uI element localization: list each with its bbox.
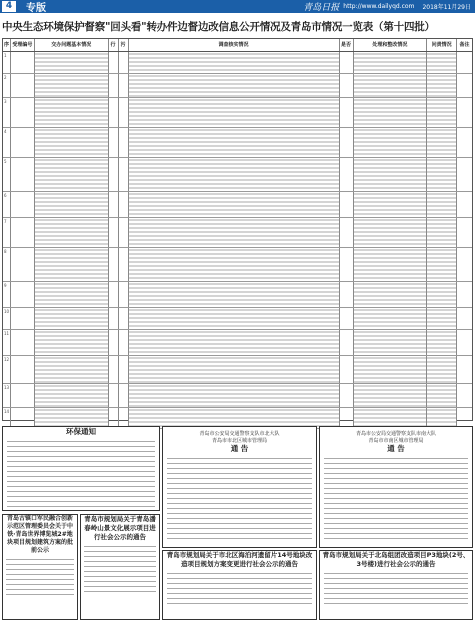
table-cell: [109, 308, 119, 329]
column-header: 序: [3, 39, 11, 51]
table-cell: [354, 282, 428, 307]
table-cell: [340, 98, 354, 127]
newspaper-logo: 青岛日报: [303, 3, 340, 13]
table-cell: [35, 98, 109, 127]
table-cell: [354, 98, 428, 127]
table-cell: [11, 98, 35, 127]
table-row: [3, 218, 472, 248]
column-header: 受理编号: [11, 39, 35, 51]
table-cell: [457, 248, 472, 281]
table-cell: [109, 384, 119, 407]
table-cell: [109, 282, 119, 307]
column-header: 污: [119, 39, 129, 51]
table-cell: [340, 52, 354, 73]
table-cell: [340, 192, 354, 217]
table-cell: [427, 308, 457, 329]
table-cell: [109, 330, 119, 355]
notice-heading: 青岛古镇口军民融合创新示范区管理委员会关于中铁·青岛世界博览城2#地块项目规划建筑方案的批前公示: [6, 515, 73, 554]
table-cell: [11, 282, 35, 307]
table-cell: [11, 128, 35, 157]
column-header: 问责情况: [427, 39, 457, 51]
site-url[interactable]: http://www.dailyqd.com: [343, 3, 415, 10]
table-cell: 6: [3, 192, 11, 217]
table-cell: [35, 408, 109, 428]
table-cell: [354, 74, 428, 97]
table-cell: [427, 356, 457, 383]
table-cell: [35, 128, 109, 157]
top-banner: [0, 0, 475, 13]
table-cell: [129, 282, 340, 307]
notice-heading: 青岛市规划局关于北岛组团改造项目P3地块(2号、3号楼)进行社会公示的通告: [322, 551, 470, 568]
notice-traffic-south: [319, 426, 473, 548]
table-cell: [427, 248, 457, 281]
table-row: [3, 74, 472, 98]
table-cell: [354, 308, 428, 329]
table-cell: [35, 356, 109, 383]
table-cell: [35, 282, 109, 307]
notices-area: [0, 426, 475, 620]
table-cell: [119, 218, 129, 247]
table-cell: [457, 384, 472, 407]
table-cell: 1: [3, 52, 11, 73]
table-cell: 8: [3, 248, 11, 281]
table-row: [3, 128, 472, 158]
table-cell: [457, 408, 472, 428]
table-cell: [427, 192, 457, 217]
table-cell: [35, 74, 109, 97]
table-cell: [119, 384, 129, 407]
table-cell: [109, 408, 119, 428]
table-cell: [119, 128, 129, 157]
table-cell: [354, 192, 428, 217]
table-cell: [457, 282, 472, 307]
table-cell: 4: [3, 128, 11, 157]
table-row: [3, 248, 472, 282]
table-cell: [340, 282, 354, 307]
table-cell: [109, 158, 119, 191]
column-header: 是否: [340, 39, 354, 51]
notice-body: [324, 456, 468, 542]
table-row: [3, 282, 472, 308]
table-cell: 5: [3, 158, 11, 191]
table-cell: [129, 218, 340, 247]
page-number: 4: [2, 1, 16, 12]
table-cell: [35, 330, 109, 355]
table-cell: [427, 98, 457, 127]
table-cell: 12: [3, 356, 11, 383]
table-cell: [119, 330, 129, 355]
notice-env: [2, 426, 160, 511]
table-cell: [119, 282, 129, 307]
table-cell: [109, 218, 119, 247]
notice-heading: 环保通知: [66, 427, 96, 436]
table-cell: [109, 52, 119, 73]
notice-body: [324, 571, 468, 607]
table-row: [3, 158, 472, 192]
table-cell: [340, 408, 354, 428]
table-cell: [35, 384, 109, 407]
notice-body: [6, 557, 74, 597]
table-cell: [35, 158, 109, 191]
table-cell: [340, 74, 354, 97]
table-cell: [354, 52, 428, 73]
table-cell: 14: [3, 408, 11, 428]
table-cell: [11, 158, 35, 191]
table-cell: [129, 330, 340, 355]
table-row: [3, 356, 472, 384]
table-cell: [427, 218, 457, 247]
table-cell: [457, 192, 472, 217]
notice-org: 青岛市公安局交通警察支队市南大队: [355, 431, 436, 437]
table-cell: [457, 330, 472, 355]
notice-body: [167, 571, 312, 607]
table-cell: [119, 52, 129, 73]
table-cell: [129, 74, 340, 97]
table-cell: [109, 192, 119, 217]
table-cell: [427, 52, 457, 73]
table-cell: [119, 192, 129, 217]
table-cell: [340, 128, 354, 157]
notice-heading: 通 告: [230, 444, 249, 453]
table-cell: [427, 330, 457, 355]
table-cell: [129, 128, 340, 157]
table-cell: [354, 158, 428, 191]
table-row: [3, 330, 472, 356]
table-cell: [11, 218, 35, 247]
table-cell: [35, 308, 109, 329]
table-cell: [119, 356, 129, 383]
table-cell: [340, 330, 354, 355]
table-cell: [11, 356, 35, 383]
table-cell: [354, 218, 428, 247]
table-cell: [129, 158, 340, 191]
table-cell: [457, 218, 472, 247]
table-row: [3, 384, 472, 408]
table-row: [3, 308, 472, 330]
notice-heading: 通 告: [387, 444, 405, 453]
table-cell: 11: [3, 330, 11, 355]
table-cell: [119, 408, 129, 428]
table-cell: [129, 308, 340, 329]
table-cell: [119, 248, 129, 281]
table-cell: [109, 248, 119, 281]
table-cell: [354, 384, 428, 407]
table-cell: [129, 384, 340, 407]
table-cell: [35, 52, 109, 73]
table-cell: [129, 408, 340, 428]
table-cell: [427, 74, 457, 97]
notice-traffic-north: [162, 426, 317, 548]
table-row: [3, 52, 472, 74]
notice-body: [84, 544, 156, 594]
table-cell: [109, 98, 119, 127]
column-header: 处理和整改情况: [354, 39, 428, 51]
table-cell: [354, 408, 428, 428]
table-cell: [457, 308, 472, 329]
table-cell: [11, 384, 35, 407]
table-cell: 3: [3, 98, 11, 127]
issue-date: 2018年11月29日: [422, 4, 471, 11]
page-title: 中央生态环境保护督察"回头看"转办件边督边改信息公开情况及青岛市情况一览表（第十四批）: [2, 21, 435, 33]
table-cell: [354, 128, 428, 157]
table-cell: [340, 384, 354, 407]
notice-org: 青岛市公安局交通警察支队市北大队: [199, 431, 280, 437]
table-cell: [457, 128, 472, 157]
table-row: [3, 192, 472, 218]
notice-beidao: [319, 550, 473, 620]
table-cell: [109, 74, 119, 97]
column-header: 行: [109, 39, 119, 51]
table-cell: [11, 330, 35, 355]
notice-panchunling: [80, 514, 160, 620]
table-cell: [119, 308, 129, 329]
table-cell: [354, 330, 428, 355]
table-cell: [427, 408, 457, 428]
table-cell: [340, 158, 354, 191]
table-cell: 13: [3, 384, 11, 407]
table-cell: [11, 192, 35, 217]
table-cell: [129, 98, 340, 127]
table-cell: [119, 98, 129, 127]
table-cell: 2: [3, 74, 11, 97]
table-cell: [354, 248, 428, 281]
table-row: [3, 98, 472, 128]
table-cell: [427, 128, 457, 157]
table-cell: [129, 248, 340, 281]
table-cell: [427, 158, 457, 191]
table-cell: [427, 384, 457, 407]
table-cell: [340, 248, 354, 281]
info-table: [2, 38, 473, 421]
table-cell: [11, 248, 35, 281]
table-cell: [457, 74, 472, 97]
table-cell: [129, 192, 340, 217]
table-cell: [340, 308, 354, 329]
table-cell: 7: [3, 218, 11, 247]
table-cell: [11, 52, 35, 73]
table-cell: [129, 52, 340, 73]
notice-haipohe: [162, 550, 317, 620]
column-header: 备注: [459, 42, 470, 48]
column-header: 交办问题基本情况: [35, 39, 109, 51]
table-cell: [457, 356, 472, 383]
notice-body: [7, 439, 155, 507]
table-cell: 10: [3, 308, 11, 329]
table-cell: [11, 408, 35, 428]
table-cell: [457, 98, 472, 127]
table-cell: [340, 356, 354, 383]
table-cell: [11, 74, 35, 97]
notice-body: [167, 456, 312, 542]
table-cell: [109, 356, 119, 383]
table-cell: [109, 128, 119, 157]
table-cell: [35, 248, 109, 281]
notice-heading: 青岛市规划局关于市北区海泊河遗留片14号地块改造项目规划方案变更进行社会公示的通告: [166, 551, 313, 568]
column-header: 调查核实情况: [129, 39, 340, 51]
table-cell: [457, 158, 472, 191]
table-cell: [457, 52, 472, 73]
table-cell: [35, 192, 109, 217]
table-body: [3, 52, 472, 429]
table-cell: 9: [3, 282, 11, 307]
table-cell: [340, 218, 354, 247]
section-title: 专版: [26, 3, 46, 14]
notice-guzhenkou: [2, 514, 78, 620]
table-cell: [35, 218, 109, 247]
notice-org2: 青岛市市南区城市管理局: [368, 438, 424, 444]
table-cell: [129, 356, 340, 383]
table-cell: [427, 282, 457, 307]
table-cell: [11, 308, 35, 329]
table-cell: [354, 356, 428, 383]
table-header: [3, 39, 472, 52]
table-cell: [119, 158, 129, 191]
notice-heading: 青岛市规划局关于青岛潘春岭山景文化展示项目进行社会公示的通告: [84, 515, 156, 541]
table-cell: [119, 74, 129, 97]
notice-org2: 青岛市市北区城市管理局: [211, 438, 267, 444]
